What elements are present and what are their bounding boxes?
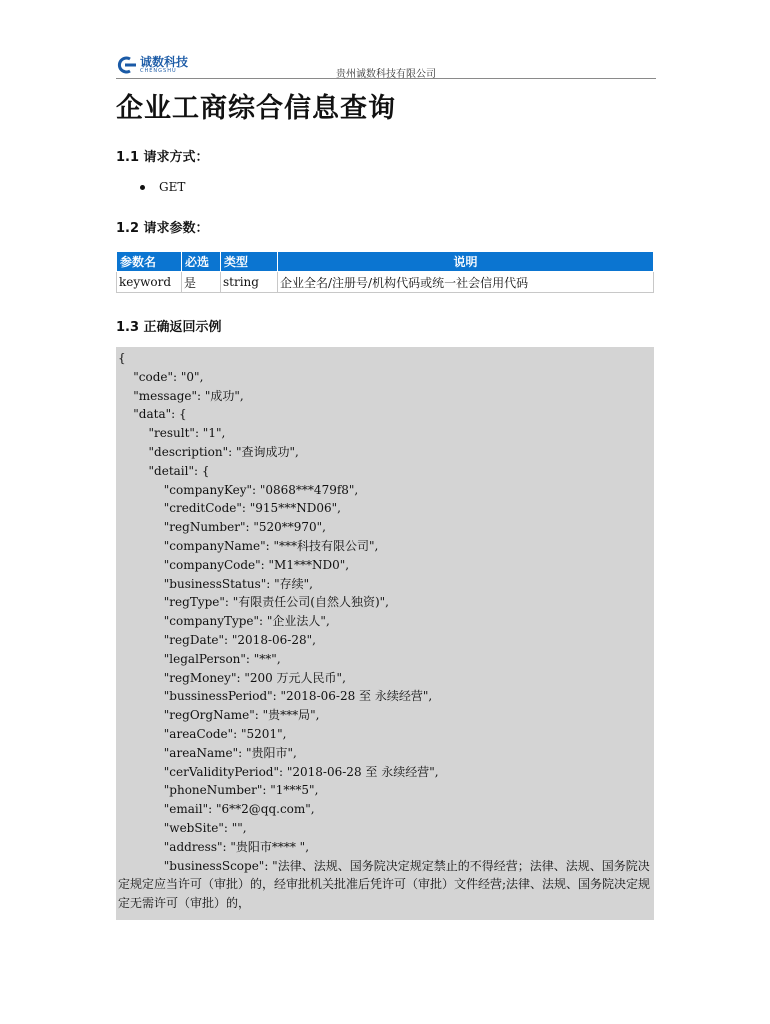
response-example-code: { "code": "0", "message": "成功", "data": { "result": "1", "description": "查询成功", "detail": { "companyKey": "0868***479f8", "creditCode": "915***ND06", "regNumber": "520**970", "companyName": "***科技有限公司", "companyCode": "M1***ND0", "businessStatus": "存续", "regType": "有限责任公司(自然人独资)", "companyType": "企业法人", "regDate": "2018-06-28", "legalPerson": "**", "regMoney": "200 万元人民币", "bussinessPeriod": "2018-06-28 至 永续经营", "regOrgName": "贵***局", "areaCode": "5201", "areaName": "贵阳市", "cerValidityPeriod": "2018-06-28 至 永续经营", "phoneNumber": "1***5", "email": "6**2@qq.com", "webSite": "", "address": "贵阳市**** ", "businessScope": "法律、法规、国务院决定规定禁止的不得经营；法律、法规、国务院决定规定应当许可（审批）的，经审批机关批准后凭许可（审批）文件经营;法律、法规、国务院决定规定无需许可（审批）的， bbox=[118, 351, 651, 911]
column-header-name: 参数名 bbox=[117, 252, 182, 272]
response-example-code-block bbox=[116, 347, 654, 920]
method-list-item bbox=[140, 180, 185, 194]
section-heading-example: 1.3 正确返回示例 bbox=[116, 320, 222, 335]
param-description-cell: 企业全名/注册号/机构代码或统一社会信用代码 bbox=[278, 272, 654, 293]
section-heading-method: 1.1 请求方式： bbox=[116, 150, 209, 165]
param-type-cell: string bbox=[221, 272, 278, 293]
request-method: GET bbox=[159, 180, 186, 194]
section-heading-params: 1.2 请求参数： bbox=[116, 221, 209, 236]
page-title: 企业工商综合信息查询 bbox=[116, 93, 396, 124]
table-header-row bbox=[117, 252, 654, 272]
logo-subtext: CHENGSHU bbox=[140, 68, 177, 74]
params-table bbox=[116, 251, 654, 293]
bullet-icon bbox=[140, 185, 145, 190]
column-header-required: 必选 bbox=[182, 252, 221, 272]
column-header-description: 说明 bbox=[278, 252, 654, 272]
table-row bbox=[117, 272, 654, 293]
param-name-cell: keyword bbox=[117, 272, 182, 293]
logo-text: 诚数科技 bbox=[140, 55, 189, 69]
column-header-type: 类型 bbox=[221, 252, 278, 272]
company-name: 贵州诚数科技有限公司 bbox=[336, 69, 436, 80]
param-required-cell: 是 bbox=[182, 272, 221, 293]
page-header bbox=[116, 54, 656, 79]
